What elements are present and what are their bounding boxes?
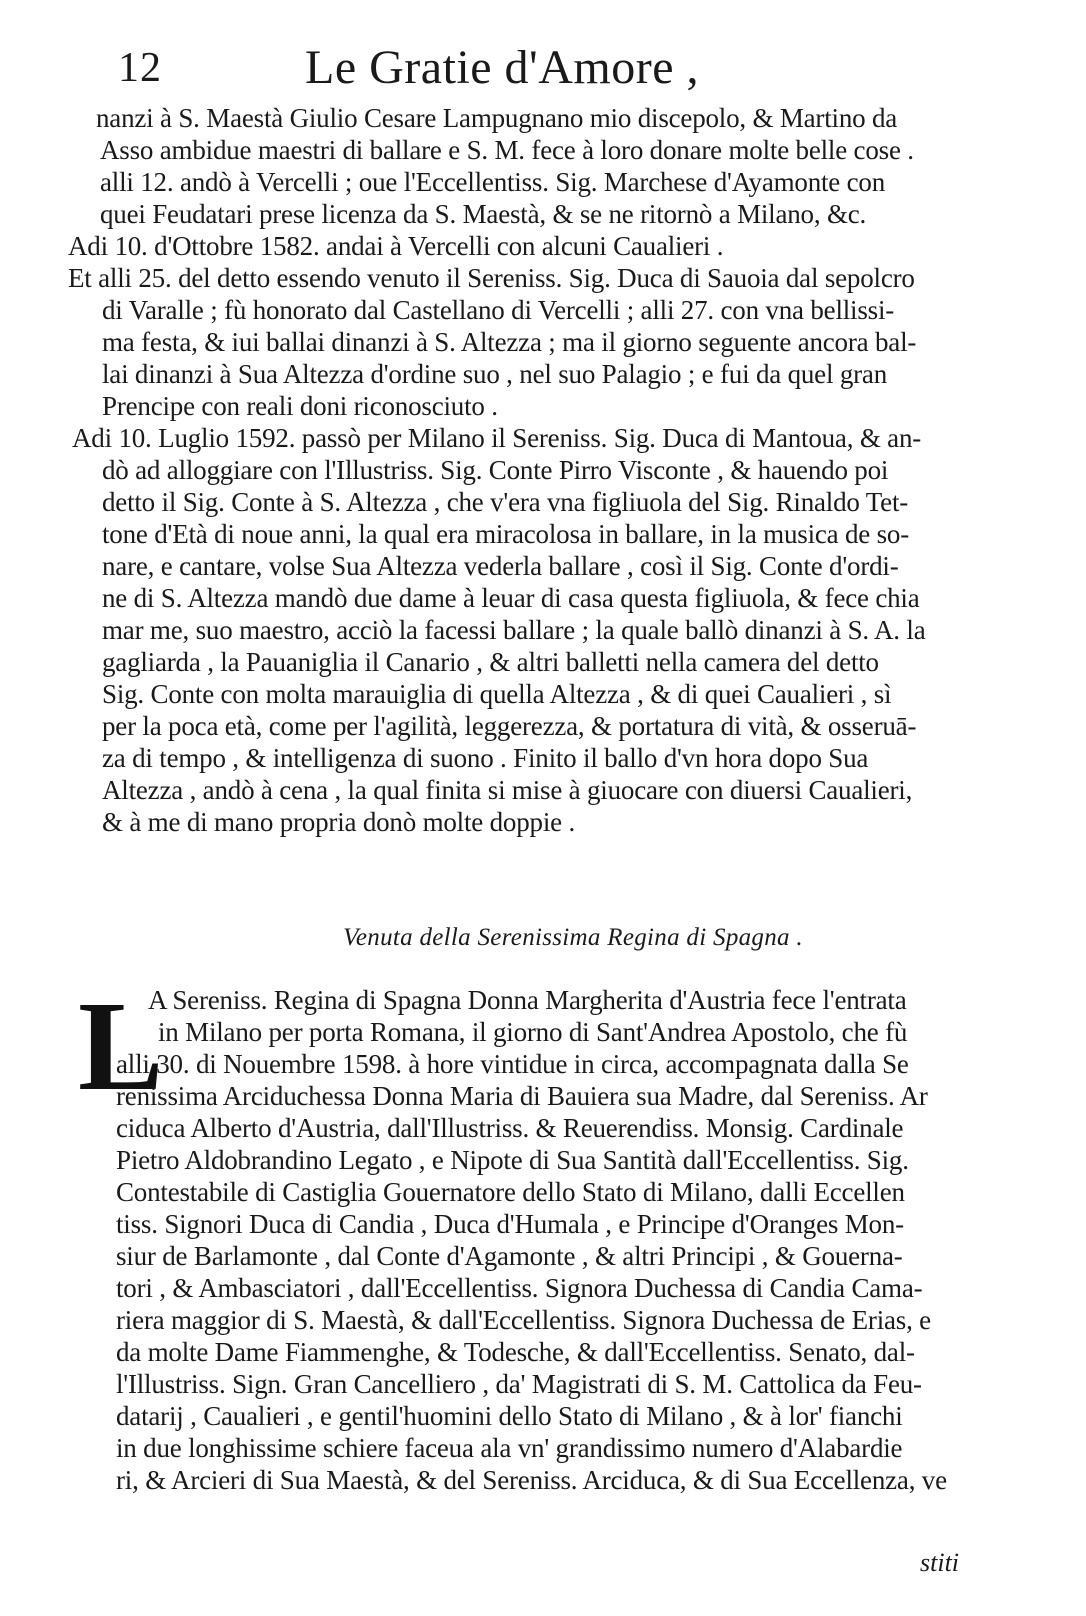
text-line: ma festa, & iui ballai dinanzi à S. Altezza ; ma il giorno seguente ancora bal- (102, 327, 917, 357)
text-line: & à me di mano propria donò molte doppie . (102, 807, 575, 837)
text-line: tori , & Ambasciatori , dall'Eccellentiss. Signora Duchessa di Candia Cama- (116, 1273, 923, 1303)
running-head: Le Gratie d'Amore , (305, 41, 699, 94)
text-line: nare, e cantare, volse Sua Altezza vederla ballare , così il Sig. Conte d'ordi- (102, 551, 899, 581)
text-line: ne di S. Altezza mandò due dame à leuar di casa questa figliuola, & fece chia (102, 583, 920, 613)
text-line: Asso ambidue maestri di ballare e S. M. fece à loro donare molte belle cose . (100, 135, 914, 165)
text-line: Et alli 25. del detto essendo venuto il Sereniss. Sig. Duca di Sauoia dal sepolcro (68, 263, 915, 293)
text-line: detto il Sig. Conte à S. Altezza , che v'era vna figliuola del Sig. Rinaldo Tet- (102, 487, 909, 517)
text-line: Prencipe con reali doni riconosciuto . (102, 391, 498, 421)
text-line: per la poca età, come per l'agilità, leggerezza, & portatura di vità, & osseruā- (102, 711, 917, 741)
text-line: riera maggior di S. Maestà, & dall'Eccellentiss. Signora Duchessa de Erias, e (116, 1305, 931, 1335)
text-line: gagliarda , la Pauaniglia il Canario , & altri balletti nella camera del detto (102, 647, 879, 677)
text-line: Sig. Conte con molta marauiglia di quella Altezza , & di quei Caualieri , sì (102, 679, 892, 709)
drop-cap-initial: L (78, 975, 164, 1117)
text-line: Altezza , andò à cena , la qual finita si mise à giuocare con diuersi Caualieri, (102, 775, 913, 805)
text-line: di Varalle ; fù honorato dal Castellano di Vercelli ; alli 27. con vna bellissi- (102, 295, 895, 325)
text-line: alli 12. andò à Vercelli ; oue l'Eccellentiss. Sig. Marchese d'Ayamonte con (100, 167, 886, 197)
text-line: da molte Dame Fiammenghe, & Todesche, & dall'Eccellentiss. Senato, dal- (116, 1337, 915, 1367)
text-line: datarij , Caualieri , e gentil'huomini dello Stato di Milano , & à lor' fianchi (116, 1401, 903, 1431)
text-line: lai dinanzi à Sua Altezza d'ordine suo , nel suo Palagio ; e fui da quel gran (102, 359, 887, 389)
page-header (0, 40, 1086, 100)
section-heading: Venuta della Serenissima Regina di Spagna . (343, 924, 803, 951)
page-number: 12 (118, 45, 162, 91)
text-line: Pietro Aldobrandino Legato , e Nipote di Sua Santità dall'Eccellentiss. Sig. (116, 1145, 909, 1175)
text-line: siur de Barlamonte , dal Conte d'Agamonte , & altri Principi , & Gouerna- (116, 1241, 903, 1271)
text-line: Adi 10. Luglio 1592. passò per Milano il Sereniss. Sig. Duca di Mantoua, & an- (72, 423, 922, 453)
text-line: in due longhissime schiere faceua ala vn' grandissimo numero d'Alabardie (116, 1433, 903, 1463)
text-line: za di tempo , & intelligenza di suono . Finito il ballo d'vn hora dopo Sua (102, 743, 869, 773)
text-line: tone d'Età di noue anni, la qual era miracolosa in ballare, in la musica de so- (102, 519, 910, 549)
text-line: mar me, suo maestro, acciò la facessi ballare ; la quale ballò dinanzi à S. A. la (102, 615, 926, 645)
text-line: quei Feudatari prese licenza da S. Maestà, & se ne ritornò a Milano, &c. (100, 199, 867, 229)
text-line: A Sereniss. Regina di Spagna Donna Margherita d'Austria fece l'entrata (148, 985, 907, 1015)
text-line: Adi 10. d'Ottobre 1582. andai à Vercelli con alcuni Caualieri . (68, 231, 724, 261)
text-line: alli 30. di Nouembre 1598. à hore vintidue in circa, accompagnata dalla Se (116, 1049, 909, 1079)
text-line: in Milano per porta Romana, il giorno di Sant'Andrea Apostolo, che fù (158, 1017, 908, 1047)
text-line: ciduca Alberto d'Austria, dall'Illustriss. & Reuerendiss. Monsig. Cardinale (116, 1113, 904, 1143)
text-line: ri, & Arcieri di Sua Maestà, & del Sereniss. Arciduca, & di Sua Eccellenza, ve (116, 1465, 947, 1495)
text-line: l'Illustriss. Sign. Gran Cancelliero , da' Magistrati di S. M. Cattolica da Feu- (116, 1369, 922, 1399)
text-line: Contestabile di Castiglia Gouernatore dello Stato di Milano, dalli Eccellen (116, 1177, 905, 1207)
text-line: renissima Arciduchessa Donna Maria di Bauiera sua Madre, dal Sereniss. Ar (116, 1081, 928, 1111)
catchword: stiti (920, 1548, 960, 1577)
text-line: tiss. Signori Duca di Candia , Duca d'Humala , e Principe d'Oranges Mon- (116, 1209, 904, 1239)
text-line: nanzi à S. Maestà Giulio Cesare Lampugnano mio discepolo, & Martino da (96, 103, 898, 133)
text-line: dò ad alloggiare con l'Illustriss. Sig. Conte Pirro Visconte , & hauendo poi (102, 455, 889, 485)
